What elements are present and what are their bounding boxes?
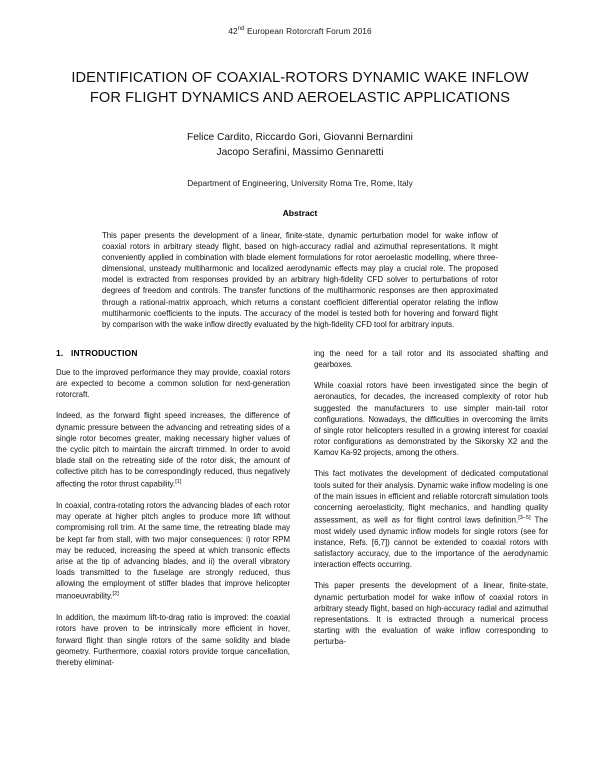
running-head-number: 42: [228, 26, 238, 36]
right-column: [314, 348, 548, 668]
paragraph-text: This fact motivates the development of dedicated computational tools suited for their analysis. Dynamic wake inflow modeling is one of the main issues in efficient and reliable rotorcraft simulation tools concerning aeroelasticity, flight mechanics, and handling quality assessment, as well as for flight control laws definition.: [314, 469, 548, 525]
paragraph: [314, 580, 548, 647]
running-head: [0, 0, 600, 36]
paragraph-text-tail: The most widely used dynamic inflow models for single rotors (see for instance, Refs. [6,7]) cannot be extended to coaxial rotors with satisfactory accuracy, due to the importance of the aerodynamic interaction effects occurring.: [314, 515, 548, 570]
citation-ref: [3–5]: [518, 515, 531, 522]
two-column-body: [56, 348, 548, 668]
running-head-text: European Rotorcraft Forum 2016: [244, 26, 372, 36]
paragraph: [314, 468, 548, 570]
abstract-heading: Abstract: [282, 208, 318, 218]
title-line-2: FOR FLIGHT DYNAMICS AND AEROELASTIC APPLICATIONS: [89, 90, 511, 106]
author-line-2: Jacopo Serafini, Massimo Gennaretti: [216, 147, 384, 158]
citation-ref: [1]: [175, 479, 182, 486]
paragraph-text: ing the need for a tail rotor and its associated shafting and gearboxes.: [314, 349, 548, 370]
citation-ref: [2]: [112, 591, 119, 598]
paragraph: [56, 367, 290, 400]
paragraph: [56, 410, 290, 490]
section-heading-introduction: [56, 348, 290, 358]
paragraph-text: While coaxial rotors have been investigated since the begin of aeronautics, for decades, the increased complexity of rotor hub suggested the manufacturers to use simpler main-tail rotor configurations. Nowadays, the difficulties in overcoming the limits of single rotor helicopters resulted in a growing interest for coaxial rotor configurations as demonstrated by the Sikorsky X2 and the Kamov Ka-92 projects, among the others.: [314, 381, 548, 458]
section-title: INTRODUCTION: [71, 348, 138, 358]
author-list: [0, 130, 600, 160]
paragraph: [314, 348, 548, 370]
paragraph-text: In addition, the maximum lift-to-drag ratio is improved: the coaxial rotors have proven to be intrinsically more efficient in hover, forward flight than single rotors of the same solidity and blade geometry. Furthermore, coaxial rotors provide torque cancellation, thereby eliminat-: [56, 613, 290, 667]
title-line-1: IDENTIFICATION OF COAXIAL-ROTORS DYNAMIC WAKE INFLOW: [71, 70, 529, 86]
paragraph-text: Due to the improved performance they may provide, coaxial rotors are expected to become a common solution for next-generation rotorcraft.: [56, 368, 290, 400]
paragraph: [314, 380, 548, 458]
paragraph-text: This paper presents the development of a linear, finite-state, dynamic perturbation model for wake inflow of coaxial rotors in arbitrary steady flight, based on high-accuracy radial and azimuthal representations. It is extracted through a numerical process starting with the evaluation of wake inflow corresponding to perturba-: [314, 581, 548, 647]
affiliation: Department of Engineering, University Roma Tre, Rome, Italy: [187, 178, 413, 188]
paragraph-text: Indeed, as the forward flight speed increases, the difference of dynamic pressure between the advancing and retreating sides of a single rotor becomes greater, making necessary higher values of the cyclic pitch to maintain the aircraft trimmed. In order to avoid blade stall on the retreating side of the rotor disk, the amount of collective pitch has to be correspondingly reduced, thus negatively affecting the rotor thrust capability.: [56, 411, 290, 490]
paragraph-text: In coaxial, contra-rotating rotors the advancing blades of each rotor may operate at higher pitch angles to produce more lift without compromising roll trim. At the same time, the retreating blade may be kept far from stall, with two major consequences: i) rotor RPM may be reduced, increasing the speed at which transonic effects arise at the tip of advancing blades, and ii) the overall vibratory loads transmitted to the fuselage are strongly reduced, thus allowing the employment of stiffer blades that improve helicopter manoeuvrability.: [56, 501, 290, 602]
running-head-ordinal-suffix: nd: [237, 26, 245, 33]
section-number: 1.: [56, 348, 64, 358]
paper-title: [0, 68, 600, 108]
author-line-1: Felice Cardito, Riccardo Gori, Giovanni Bernardini: [187, 132, 413, 143]
paragraph: [56, 612, 290, 668]
paragraph: [56, 500, 290, 602]
abstract-body: This paper presents the development of a linear, finite-state, dynamic perturbation model for wake inflow of coaxial rotors in arbitrary steady flight, based on high-accuracy radial and azimuthal representations. It might conveniently applied in combination with blade element formulations for rotor aeroelastic modelling, where three-dimensional, unsteady multiharmonic and localized aerodynamic effects may play a crucial role. The proposed model is extracted from responses provided by an arbitrary high-fidelity CFD solver to perturbations of rotor degrees of freedom and controls. The transfer functions of the multiharmonic responses are then approximated through a rational-matrix approach, which returns a constant coefficient differential operator relating the inflow multiharmonic coefficients to the inputs. The accuracy of the model is tested both for hovering and forward flight by comparison with the wake inflow directly evaluated by the high-fidelity CFD tool for arbitrary inputs.: [102, 231, 498, 329]
left-column: [56, 348, 290, 668]
